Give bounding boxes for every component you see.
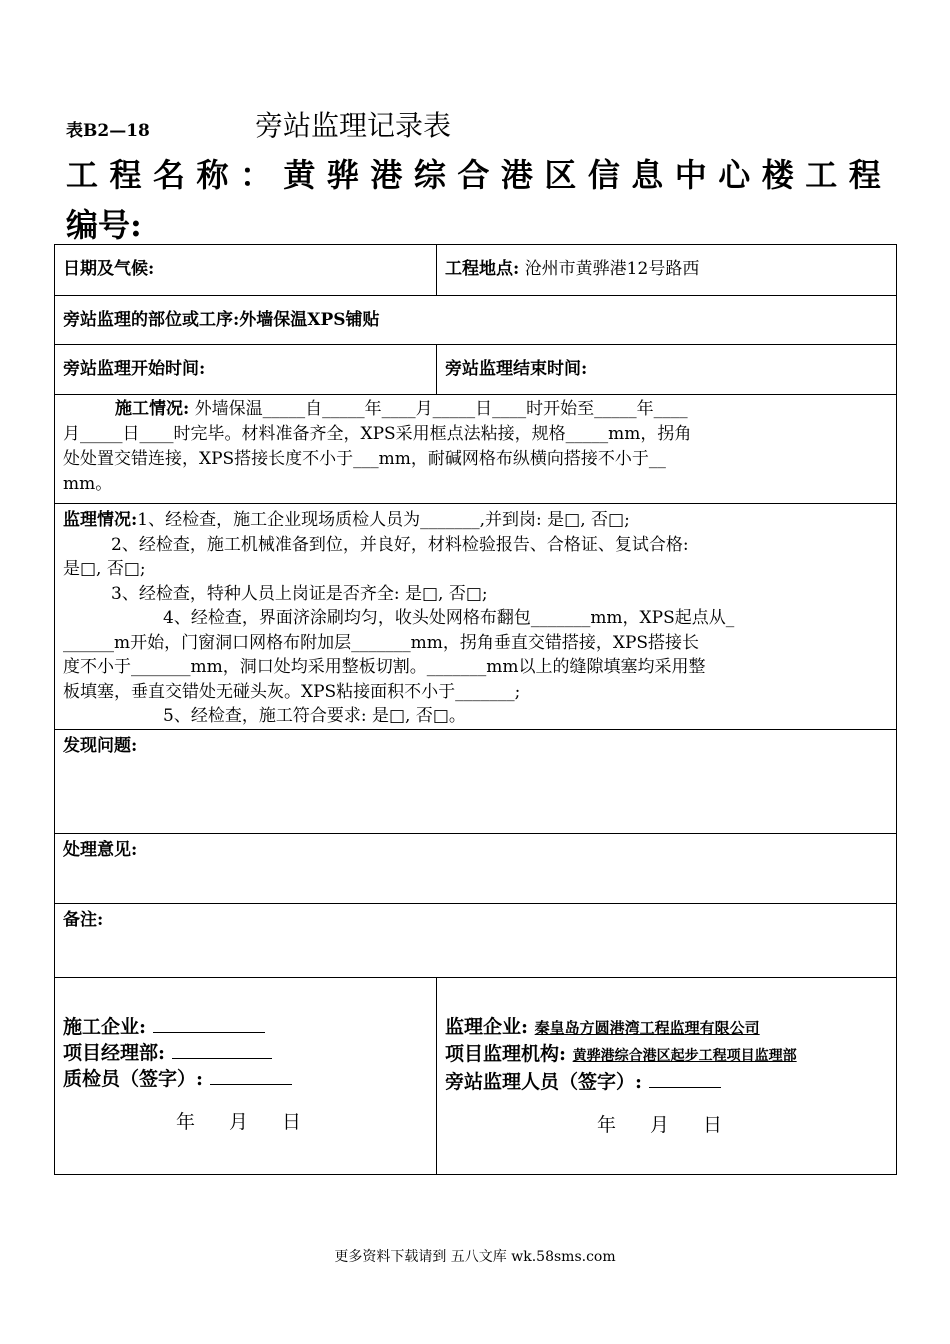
date-weather-cell: [55, 245, 437, 296]
project-name-char: 信: [587, 156, 620, 194]
supervision-line-3: 是□, 否□;: [63, 559, 146, 579]
inspector-label: 质检员（签字）:: [63, 1067, 204, 1090]
end-time-cell: [437, 345, 897, 395]
supervisor-staff-line: [445, 1069, 888, 1095]
project-name-char: 名: [152, 156, 185, 194]
project-name-char: 综: [413, 156, 446, 194]
construction-cell: [55, 395, 897, 504]
supervision-cell: [55, 504, 897, 730]
contractor-manager-blank: [172, 1040, 272, 1059]
contractor-manager-line: [63, 1040, 428, 1066]
footer-text: 更多资料下载请到 五八文库 wk.58sms.com: [334, 1249, 616, 1265]
number-label: 编号:: [66, 206, 142, 244]
supervision-line-9: 5、经检查，施工符合要求: 是□, 否□。: [163, 706, 466, 726]
end-time-label: 旁站监理结束时间:: [445, 359, 588, 379]
project-name-char: 区: [544, 156, 577, 194]
supervision-line-1: [63, 508, 888, 533]
supervision-line-8: 板填塞，垂直交错处无碰头灰。XPS粘接面积不小于_______;: [63, 681, 521, 702]
contractor-manager-label: 项目经理部:: [63, 1041, 166, 1064]
supervisor-org-line: [445, 1041, 888, 1069]
project-name-char: 程: [848, 156, 881, 194]
supervision-text-1: 1、经检查，施工企业现场质检人员为_______,并到岗: 是□, 否□;: [137, 510, 630, 530]
construction-line-3: 处处置交错连接，XPS搭接长度不小于___mm，耐碱网格布纵横向搭接不小于__: [63, 449, 666, 469]
construction-line-4: mm。: [63, 474, 113, 494]
supervisor-company-label: 监理企业:: [445, 1015, 529, 1038]
supervisor-company-line: [445, 1014, 888, 1041]
supervisor-signature-cell: [437, 977, 897, 1174]
record-table: [54, 244, 897, 1175]
site-label: 工程地点:: [445, 259, 520, 279]
contractor-company-label: 施工企业:: [63, 1015, 147, 1038]
project-name-char: 程: [109, 156, 142, 194]
project-name-char: 楼: [761, 156, 794, 194]
construction-text-1: 外墙保温_____自_____年____月_____日____时开始至_____年____: [194, 399, 688, 419]
site-value: 沧州市黄骅港12号路西: [524, 259, 700, 279]
project-name-char: 中: [674, 156, 707, 194]
supervision-line-5: 4、经检查，界面济涂刷均匀，收头处网格布翻包_______mm，XPS起点从_: [163, 608, 735, 628]
supervision-label: 监理情况:: [63, 510, 138, 530]
project-name-char: ：: [239, 156, 272, 194]
remarks-cell: [55, 903, 897, 977]
handling-cell: [55, 833, 897, 903]
supervisor-staff-blank: [649, 1069, 721, 1088]
project-name-char: 息: [631, 156, 664, 194]
form-code: 表B2—18: [66, 121, 150, 141]
site-cell: [437, 245, 897, 296]
project-name-char: 合: [457, 156, 490, 194]
contractor-company-blank: [153, 1014, 265, 1033]
part-cell: [55, 296, 897, 345]
start-time-cell: [55, 345, 437, 395]
project-name-char: 黄: [283, 156, 316, 194]
date-weather-label: 日期及气候:: [63, 259, 155, 279]
supervisor-org-label: 项目监理机构:: [445, 1042, 567, 1065]
contractor-signature-cell: [55, 977, 437, 1174]
supervisor-staff-label: 旁站监理人员（签字）:: [445, 1070, 643, 1093]
inspector-line: [63, 1066, 428, 1092]
project-name-char: 港: [370, 156, 403, 194]
construction-line-2: 月_____日____时完毕。材料准备齐全，XPS采用框点法粘接，规格_____mm，拐角: [63, 424, 692, 444]
inspector-blank: [210, 1066, 292, 1085]
project-name-char: 工: [66, 156, 99, 194]
project-name-char: 心: [718, 156, 751, 194]
supervisor-date: 年 月 日: [596, 1113, 737, 1136]
project-name-char: 工: [805, 156, 838, 194]
part-value: 外墙保温XPS铺贴: [239, 310, 380, 330]
part-label: 旁站监理的部位或工序:: [63, 310, 240, 330]
issues-label: 发现问题:: [63, 735, 138, 756]
construction-line-1: [63, 397, 888, 422]
project-name-char: 称: [196, 156, 229, 194]
supervision-line-7: 度不小于_______mm，洞口处均采用整板切割。_______mm以上的缝隙填塞均采用整: [63, 657, 706, 677]
handling-label: 处理意见:: [63, 839, 138, 860]
supervisor-org-value: 黄骅港综合港区起步工程项目监理部: [572, 1047, 797, 1064]
project-name-line: [66, 150, 881, 196]
document-title: 旁站监理记录表: [255, 109, 452, 142]
contractor-company-line: [63, 1014, 428, 1040]
issues-cell: [55, 729, 897, 833]
supervisor-company-value: 秦皇岛方圆港湾工程监理有限公司: [534, 1018, 760, 1037]
supervision-line-4: 3、经检查，特种人员上岗证是否齐全: 是□, 否□;: [111, 583, 488, 604]
supervision-line-6: ______m开始，门窗洞口网格布附加层_______mm，拐角垂直交错搭接，XPS搭接长: [63, 632, 700, 653]
contractor-date: 年 月 日: [175, 1110, 316, 1133]
construction-label: 施工情况:: [115, 399, 190, 419]
start-time-label: 旁站监理开始时间:: [63, 359, 206, 379]
remarks-label: 备注:: [63, 909, 104, 930]
project-name-char: 骅: [326, 156, 359, 194]
project-name-char: 港: [500, 156, 533, 194]
supervision-line-2: 2、经检查，施工机械准备到位，并良好，材料检验报告、合格证、复试合格:: [111, 534, 689, 555]
